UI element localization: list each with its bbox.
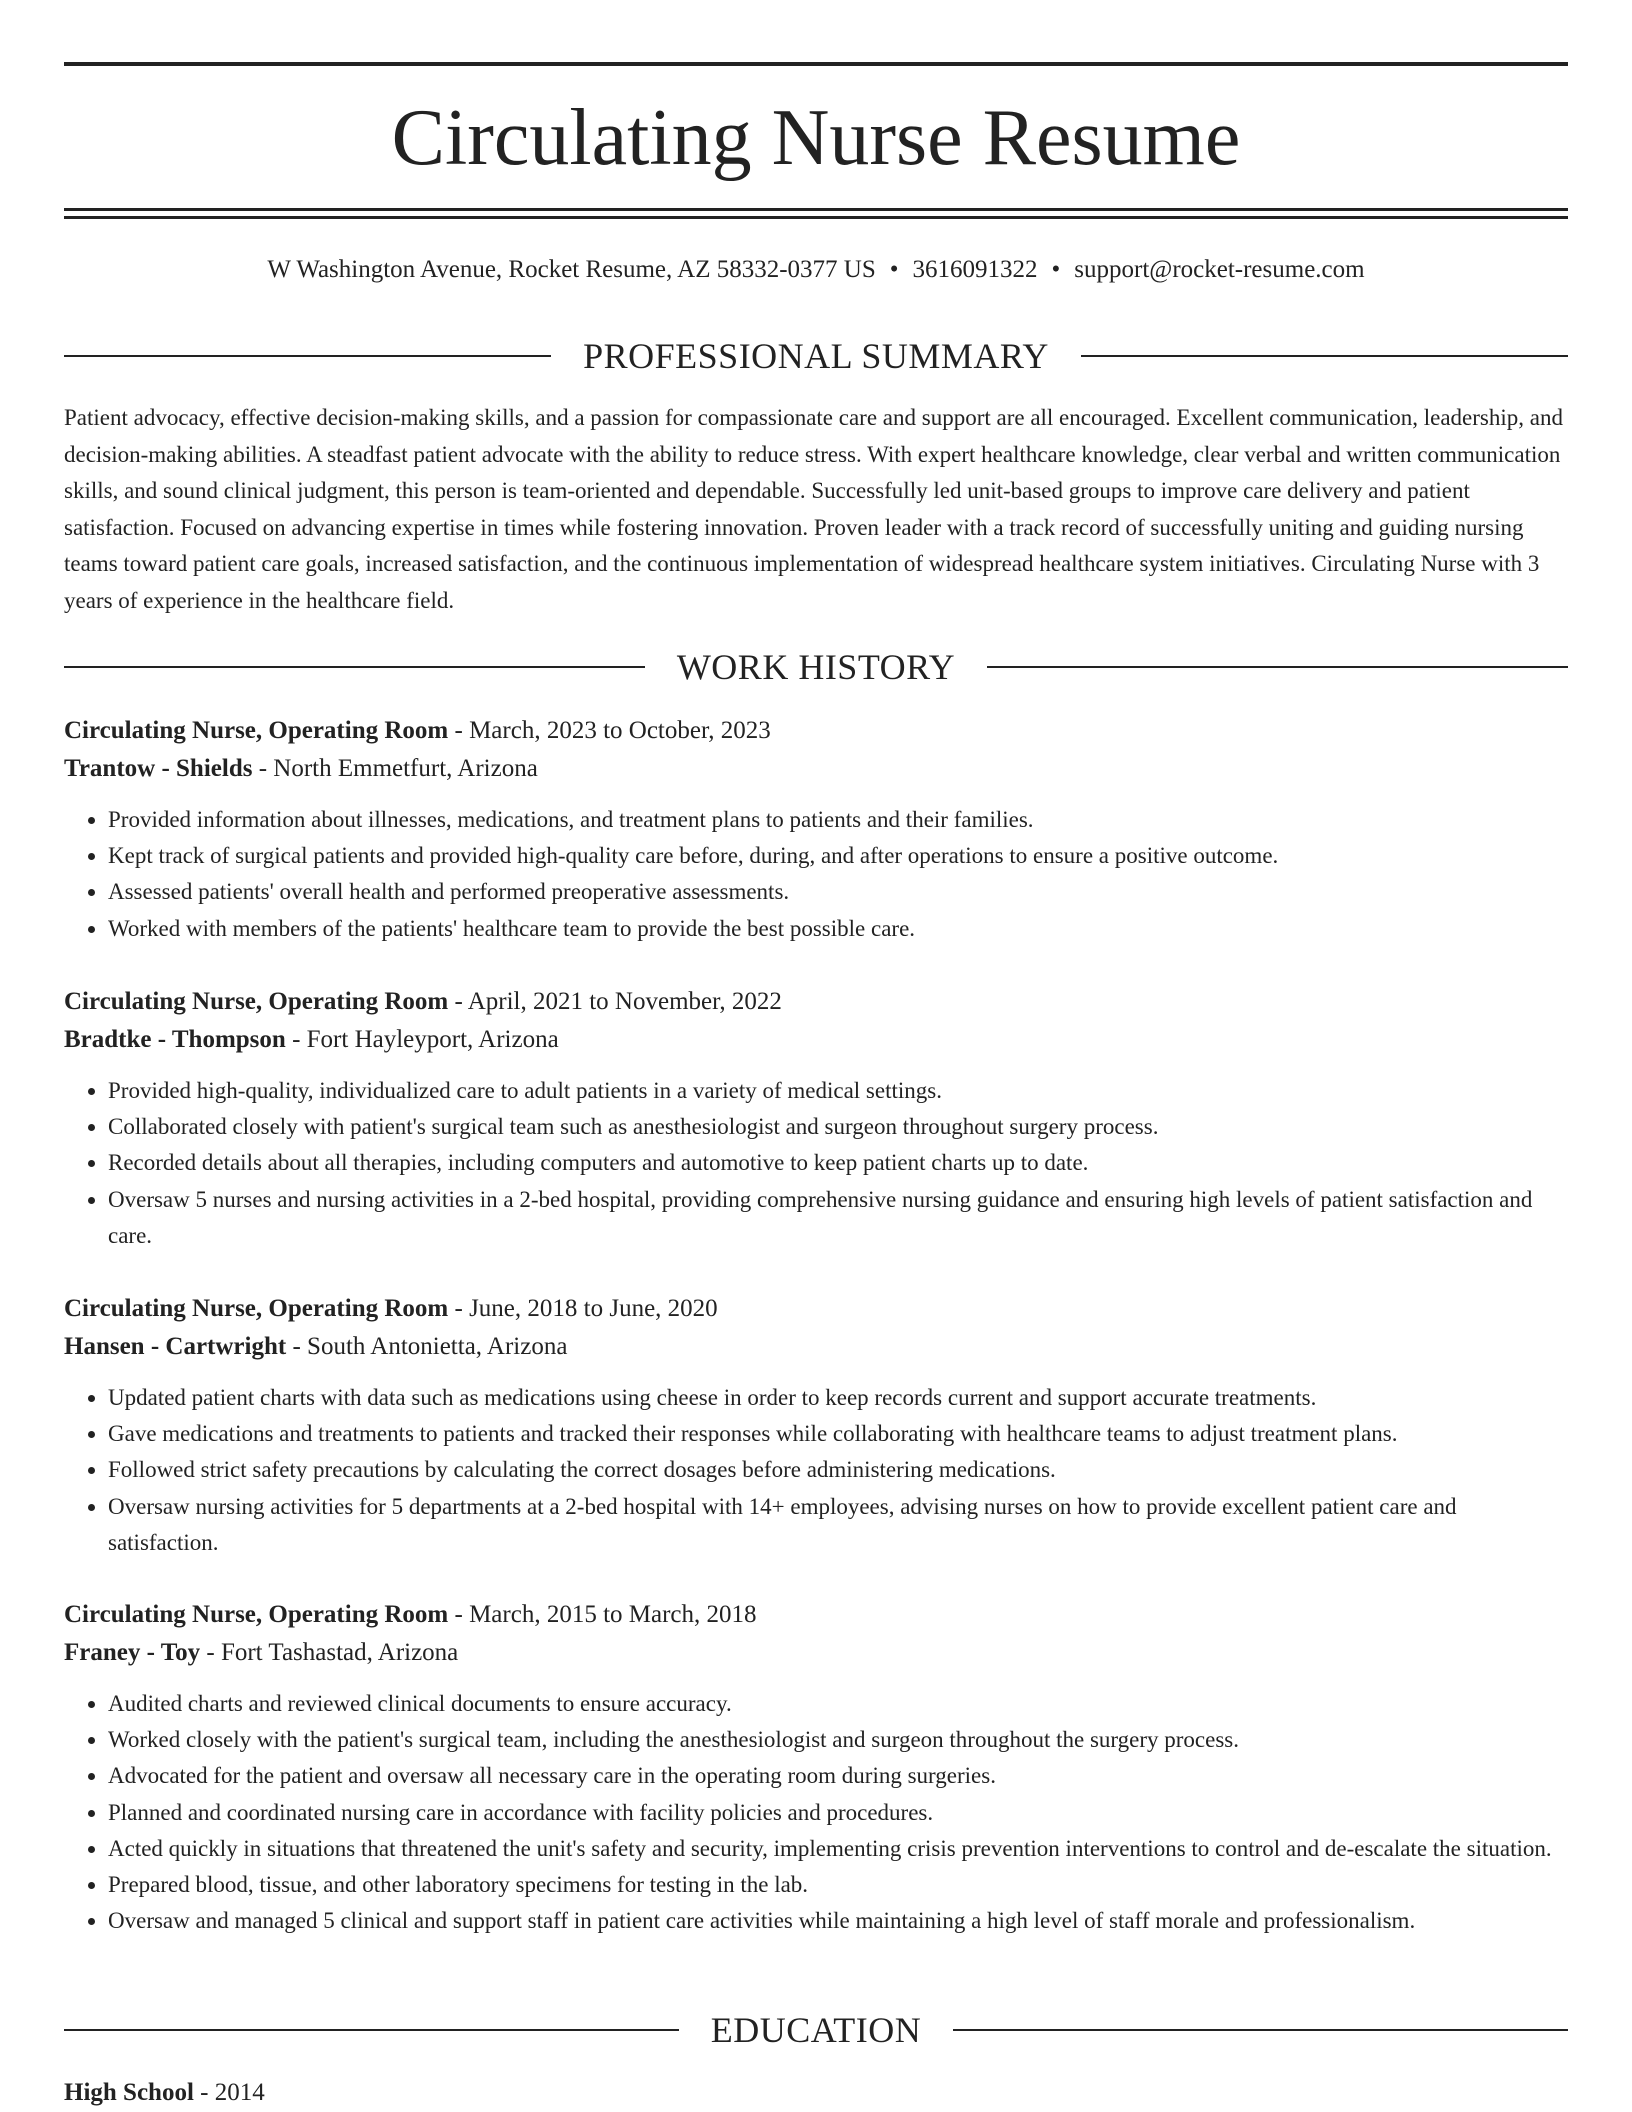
job-company-line [64, 1634, 1568, 1672]
job-company: Bradtke - Thompson [64, 1026, 286, 1053]
job-duties-list [64, 802, 1568, 947]
job-duties-list [64, 1073, 1568, 1254]
professional-summary-text: Patient advocacy, effective decision-making skills, and a passion for compassionate care and support are all encouraged. Excellent communication, leadership, and decision-making abilities. A steadfast patient advocate with the ability to reduce stress. With expert healthcare knowledge, clear verbal and written communication skills, and sound clinical judgment, this person is team-oriented and dependable. Successfully led unit-based groups to improve care delivery and patient satisfaction. Focused on advancing expertise in times while fostering innovation. Proven leader with a track record of successfully uniting and guiding nursing teams toward patient care goals, increased satisfaction, and the continuous implementation of widespread healthcare system initiatives. Circulating Nurse with 3 years of experience in the healthcare field. [64, 405, 1563, 613]
job-location: - Fort Tashastad, Arizona [200, 1639, 459, 1666]
list-item: • Prepared blood, tissue, and other laboratory specimens for testing in the lab. [108, 1867, 1568, 1903]
list-item: • Worked with members of the patients' healthcare team to provide the best possible care. [108, 911, 1568, 947]
job-title: Circulating Nurse, Operating Room [64, 717, 449, 744]
contact-phone: 3616091322 [912, 256, 1038, 283]
list-item: • Oversaw and managed 5 clinical and support staff in patient care activities while maintaining a high level of staff morale and professionalism. [108, 1903, 1568, 1939]
list-item: • Oversaw nursing activities for 5 departments at a 2-bed hospital with 14+ employees, advising nurses on how to provide excellent patient care and satisfaction. [108, 1489, 1568, 1561]
contact-separator: • [1051, 256, 1061, 283]
education-entry [64, 2074, 1568, 2112]
contact-line [64, 254, 1568, 286]
job-title-line [64, 1290, 1568, 1328]
education-degree: High School [64, 2079, 194, 2106]
job-duties-list [64, 1686, 1568, 1939]
work-history-heading [64, 645, 1568, 689]
section-heading-label: PROFESSIONAL SUMMARY [583, 336, 1049, 376]
job-duties-list [64, 1380, 1568, 1561]
job-location: - Fort Hayleyport, Arizona [285, 1026, 559, 1053]
top-rule [64, 62, 1568, 66]
job-entry [64, 1596, 1568, 1939]
list-item: • Followed strict safety precautions by calculating the correct dosages before administering medications. [108, 1452, 1568, 1488]
job-company-line [64, 1328, 1568, 1366]
job-entry [64, 1290, 1568, 1561]
contact-separator: • [889, 256, 899, 283]
job-title-line [64, 1596, 1568, 1634]
job-title-line [64, 712, 1568, 750]
job-dates: - March, 2023 to October, 2023 [448, 717, 771, 744]
list-item: • Kept track of surgical patients and provided high-quality care before, during, and after operations to ensure a positive outcome. [108, 838, 1568, 874]
section-heading-label: EDUCATION [710, 2010, 922, 2050]
contact-email: support@rocket-resume.com [1074, 256, 1365, 283]
job-company: Hansen - Cartwright [64, 1333, 287, 1360]
job-company-line [64, 1021, 1568, 1059]
resume-title: Circulating Nurse Resume [391, 94, 1241, 182]
heading-rule-right [1081, 355, 1568, 357]
job-title: Circulating Nurse, Operating Room [64, 1295, 449, 1322]
list-item: • Audited charts and reviewed clinical documents to ensure accuracy. [108, 1686, 1568, 1722]
job-location: - North Emmetfurt, Arizona [252, 755, 538, 782]
title-rule-lower [64, 216, 1568, 219]
list-item: • Advocated for the patient and oversaw all necessary care in the operating room during surgeries. [108, 1758, 1568, 1794]
heading-rule-left [64, 666, 645, 668]
job-company-line [64, 750, 1568, 788]
job-dates: - April, 2021 to November, 2022 [448, 988, 782, 1015]
job-dates: - March, 2015 to March, 2018 [448, 1601, 757, 1628]
job-title: Circulating Nurse, Operating Room [64, 988, 449, 1015]
job-company: Franey - Toy [64, 1639, 201, 1666]
list-item: • Planned and coordinated nursing care in accordance with facility policies and procedures. [108, 1795, 1568, 1831]
section-heading-label: WORK HISTORY [676, 647, 956, 687]
job-location: - South Antonietta, Arizona [286, 1333, 568, 1360]
heading-rule-left [64, 355, 551, 357]
job-entry [64, 983, 1568, 1254]
title-rule-upper [64, 208, 1568, 211]
education-heading [64, 2008, 1568, 2052]
heading-rule-left [64, 2029, 679, 2031]
job-dates: - June, 2018 to June, 2020 [448, 1295, 718, 1322]
professional-summary-heading [64, 334, 1568, 378]
list-item: • Gave medications and treatments to patients and tracked their responses while collaborating with healthcare teams to adjust treatment plans. [108, 1416, 1568, 1452]
list-item: • Provided high-quality, individualized care to adult patients in a variety of medical settings. [108, 1073, 1568, 1109]
list-item: • Oversaw 5 nurses and nursing activities in a 2-bed hospital, providing comprehensive nursing guidance and ensuring high levels of patient satisfaction and care. [108, 1182, 1568, 1254]
heading-rule-right [987, 666, 1568, 668]
list-item: • Updated patient charts with data such as medications using cheese in order to keep records current and support accurate treatments. [108, 1380, 1568, 1416]
heading-rule-right [953, 2029, 1568, 2031]
job-entry [64, 712, 1568, 947]
list-item: • Collaborated closely with patient's surgical team such as anesthesiologist and surgeon throughout surgery process. [108, 1109, 1568, 1145]
list-item: • Assessed patients' overall health and performed preoperative assessments. [108, 874, 1568, 910]
contact-address: W Washington Avenue, Rocket Resume, AZ 58332-0377 US [267, 256, 876, 283]
list-item: • Recorded details about all therapies, including computers and automotive to keep patient charts up to date. [108, 1145, 1568, 1181]
list-item: • Acted quickly in situations that threatened the unit's safety and security, implementing crisis prevention interventions to control and de-escalate the situation. [108, 1831, 1568, 1867]
education-year: - 2014 [193, 2079, 265, 2106]
list-item: • Worked closely with the patient's surgical team, including the anesthesiologist and surgeon throughout the surgery process. [108, 1722, 1568, 1758]
list-item: • Provided information about illnesses, medications, and treatment plans to patients and their families. [108, 802, 1568, 838]
job-title-line [64, 983, 1568, 1021]
job-title: Circulating Nurse, Operating Room [64, 1601, 449, 1628]
job-company: Trantow - Shields [64, 755, 253, 782]
